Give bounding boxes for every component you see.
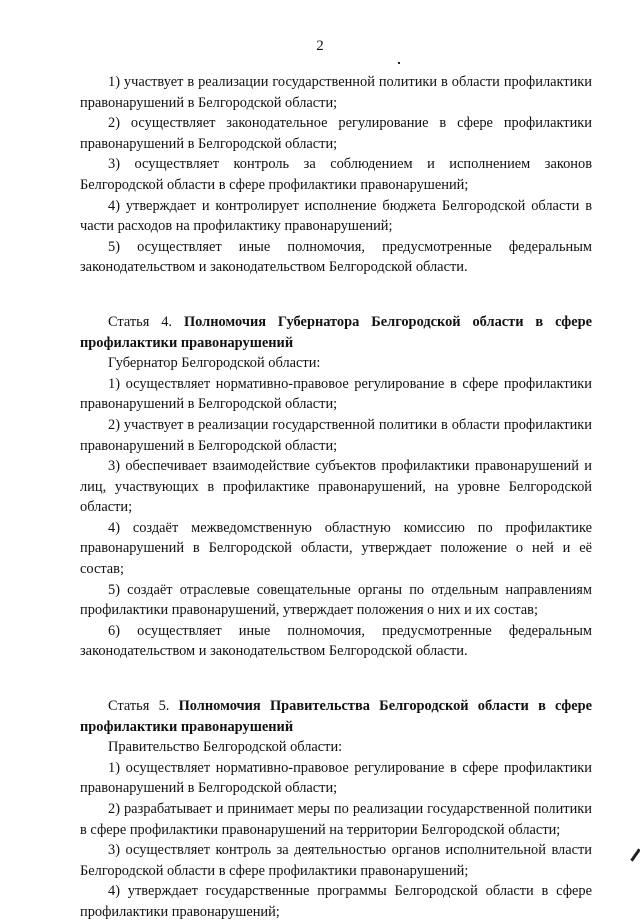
article4-item-3: 3) обеспечивает взаимодействие субъектов профилактики правонарушений и лиц, участвующих в профилактике правонарушений, на уровне Белгородской области; (80, 458, 592, 516)
block1-item-4: 4) утверждает и контролирует исполнение бюджета Белгородской области в части расходов на профилактику правонарушений; (80, 197, 592, 235)
article5-prefix: Статья 5. (108, 698, 170, 715)
article5-item-4: 4) утверждает государственные программы Белгородской области в сфере профилактики правонарушений; (80, 883, 592, 920)
article4-intro: Губернатор Белгородской области: (108, 355, 321, 372)
article5-item-1: 1) осуществляет нормативно-правовое регулирование в сфере профилактики правонарушений в Белгородской области; (80, 759, 592, 797)
article5-heading (80, 696, 592, 737)
scan-mark-top (398, 62, 400, 64)
block1-item-2: 2) осуществляет законодательное регулирование в сфере профилактики правонарушений в Белгородской области; (80, 115, 592, 152)
article5-item-2: 2) разрабатывает и принимает меры по реализации государственной политики в сфере профилактики правонарушений на территории Белгородской области; (80, 801, 592, 838)
article4-item-6: 6) осуществляет иные полномочия, предусмотренные федеральным законодательством и законодательством Белгородской области. (80, 622, 592, 660)
article4-item-2: 2) участвует в реализации государственной политики в области профилактики правонарушений в Белгородской области; (80, 416, 592, 454)
article4-heading (80, 312, 592, 353)
article4-title: Полномочия Губернатора Белгородской области в сфере профилактики правонарушений (80, 313, 593, 351)
page-number: 2 (316, 38, 324, 54)
article4-prefix: Статья 4. (108, 313, 173, 330)
scan-mark-right-edge (630, 848, 640, 861)
article4-item-5: 5) создаёт отраслевые совещательные органы по отдельным направлениям профилактики правонарушений, утверждает положения о них и их состав; (80, 581, 592, 619)
block1-item-5: 5) осуществляет иные полномочия, предусмотренные федеральным законодательством и законодательством Белгородской области. (80, 238, 592, 276)
article4-item-4: 4) создаёт межведомственную областную комиссию по профилактике правонарушений в Белгородской области, утверждает положение о ней и её состав; (80, 519, 592, 578)
article5-intro: Правительство Белгородской области: (108, 739, 343, 756)
article5-item-3: 3) осуществляет контроль за деятельностью органов исполнительной власти Белгородской области в сфере профилактики правонарушений; (80, 842, 592, 879)
article5-title: Полномочия Правительства Белгородской области в сфере профилактики правонарушений (80, 698, 592, 735)
block1-item-1: 1) участвует в реализации государственной политики в области профилактики правонарушений в Белгородской области; (80, 74, 592, 111)
block1-item-3: 3) осуществляет контроль за соблюдением и исполнением законов Белгородской области в сфере профилактики правонарушений; (80, 156, 592, 193)
article4-item-1: 1) осуществляет нормативно-правовое регулирование в сфере профилактики правонарушений в Белгородской области; (80, 375, 592, 413)
document-body (80, 72, 592, 923)
